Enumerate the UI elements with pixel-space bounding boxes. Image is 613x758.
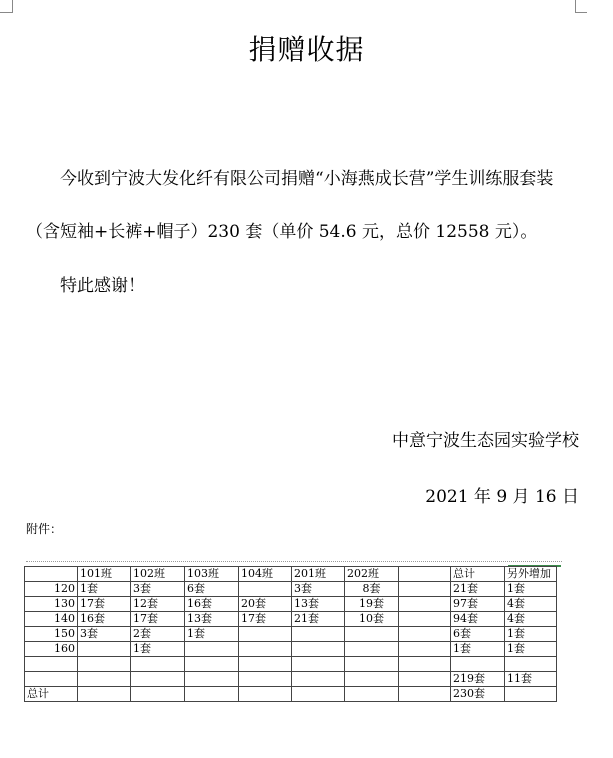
table-cell <box>239 582 292 597</box>
table-cell <box>451 657 505 672</box>
table-cell: 6套 <box>185 582 239 597</box>
table-cell <box>25 567 78 582</box>
table-cell <box>239 627 292 642</box>
table-cell <box>78 687 131 702</box>
table-cell: 13套 <box>292 597 345 612</box>
table-row <box>25 687 557 702</box>
table-cell: 94套 <box>451 612 505 627</box>
table-cell <box>399 612 451 627</box>
table-cell <box>78 657 131 672</box>
table-cell: 13套 <box>185 612 239 627</box>
table-row <box>25 597 557 612</box>
table-cell: 10套 <box>345 612 399 627</box>
table-cell: 130 <box>25 597 78 612</box>
table-cell <box>131 672 185 687</box>
table-cell: 17套 <box>78 597 131 612</box>
table-cell: 19套 <box>345 597 399 612</box>
signature-organization: 中意宁波生态园实验学校 <box>392 431 579 451</box>
table-row <box>25 612 557 627</box>
table-cell <box>292 657 345 672</box>
table-cell <box>399 687 451 702</box>
table-cell <box>131 687 185 702</box>
distribution-table <box>24 566 557 702</box>
table-cell: 1套 <box>185 627 239 642</box>
table-cell: 16套 <box>78 612 131 627</box>
page-corner-mark-right <box>575 0 613 12</box>
table-cell: 120 <box>25 582 78 597</box>
table-cell <box>399 657 451 672</box>
table-cell <box>239 687 292 702</box>
table-row <box>25 672 557 687</box>
table-cell: 150 <box>25 627 78 642</box>
table-cell <box>78 672 131 687</box>
table-cell: 1套 <box>505 582 557 597</box>
table-cell <box>25 672 78 687</box>
table-row <box>25 642 557 657</box>
table-cell: 4套 <box>505 612 557 627</box>
table-cell: 另外增加 <box>505 567 557 582</box>
table-cell: 102班 <box>131 567 185 582</box>
table-cell: 160 <box>25 642 78 657</box>
table-cell <box>399 627 451 642</box>
table-cell: 1套 <box>451 642 505 657</box>
table-cell <box>185 687 239 702</box>
table-cell: 202班 <box>345 567 399 582</box>
table-cell <box>399 567 451 582</box>
table-cell <box>345 657 399 672</box>
table-cell <box>185 672 239 687</box>
table-cell: 3套 <box>78 627 131 642</box>
table-row <box>25 657 557 672</box>
table-cell: 1套 <box>505 627 557 642</box>
thanks-paragraph: 特此感谢！ <box>60 276 145 296</box>
table-cell <box>505 687 557 702</box>
table-cell <box>345 642 399 657</box>
table-cell: 103班 <box>185 567 239 582</box>
table-cell: 219套 <box>451 672 505 687</box>
signature-date: 2021 年 9 月 16 日 <box>425 487 579 507</box>
table-cell: 6套 <box>451 627 505 642</box>
table-cell: 17套 <box>239 612 292 627</box>
table-cell: 230套 <box>451 687 505 702</box>
table-cell <box>399 672 451 687</box>
table-cell: 21套 <box>292 612 345 627</box>
table-cell <box>399 642 451 657</box>
table-cell: 12套 <box>131 597 185 612</box>
table-cell <box>399 582 451 597</box>
table-cell: 17套 <box>131 612 185 627</box>
document-title: 捐赠收据 <box>248 33 365 66</box>
table-row <box>25 582 557 597</box>
table-cell: 3套 <box>131 582 185 597</box>
table-row <box>25 627 557 642</box>
table-header-row <box>25 567 557 582</box>
table-cell <box>239 657 292 672</box>
table-top-guide-line <box>26 561 562 562</box>
table-cell: 8套 <box>345 582 399 597</box>
table-cell: 总计 <box>25 687 78 702</box>
table-cell <box>345 687 399 702</box>
table-cell: 140 <box>25 612 78 627</box>
table-cell <box>505 657 557 672</box>
table-cell: 2套 <box>131 627 185 642</box>
table-cell <box>25 657 78 672</box>
table-cell: 11套 <box>505 672 557 687</box>
table-cell <box>292 642 345 657</box>
table-cell <box>345 672 399 687</box>
table-cell <box>345 627 399 642</box>
table-cell: 4套 <box>505 597 557 612</box>
table-cell: 1套 <box>505 642 557 657</box>
table-cell <box>78 642 131 657</box>
table-cell <box>239 672 292 687</box>
table-cell: 101班 <box>78 567 131 582</box>
table-cell <box>239 642 292 657</box>
attachment-label: 附件： <box>26 522 63 536</box>
table-cell: 总计 <box>451 567 505 582</box>
table-cell <box>185 642 239 657</box>
table-cell: 1套 <box>78 582 131 597</box>
table-cell: 16套 <box>185 597 239 612</box>
table-cell: 21套 <box>451 582 505 597</box>
table-cell <box>131 657 185 672</box>
table-cell <box>292 687 345 702</box>
table-cell: 20套 <box>239 597 292 612</box>
receipt-body-paragraph: 今收到宁波大发化纤有限公司捐赠“小海燕成长营”学生训练服套装（含短袖+长裤+帽子）230 套（单价 54.6 元，总价 12558 元）。 <box>26 169 554 242</box>
table-cell: 3套 <box>292 582 345 597</box>
table-cell <box>399 597 451 612</box>
table-cell: 97套 <box>451 597 505 612</box>
table-cell: 104班 <box>239 567 292 582</box>
table-cell: 201班 <box>292 567 345 582</box>
table-cell: 1套 <box>131 642 185 657</box>
table-cell <box>185 657 239 672</box>
page-corner-mark-left <box>0 0 13 13</box>
table-cell <box>292 627 345 642</box>
table-cell <box>292 672 345 687</box>
